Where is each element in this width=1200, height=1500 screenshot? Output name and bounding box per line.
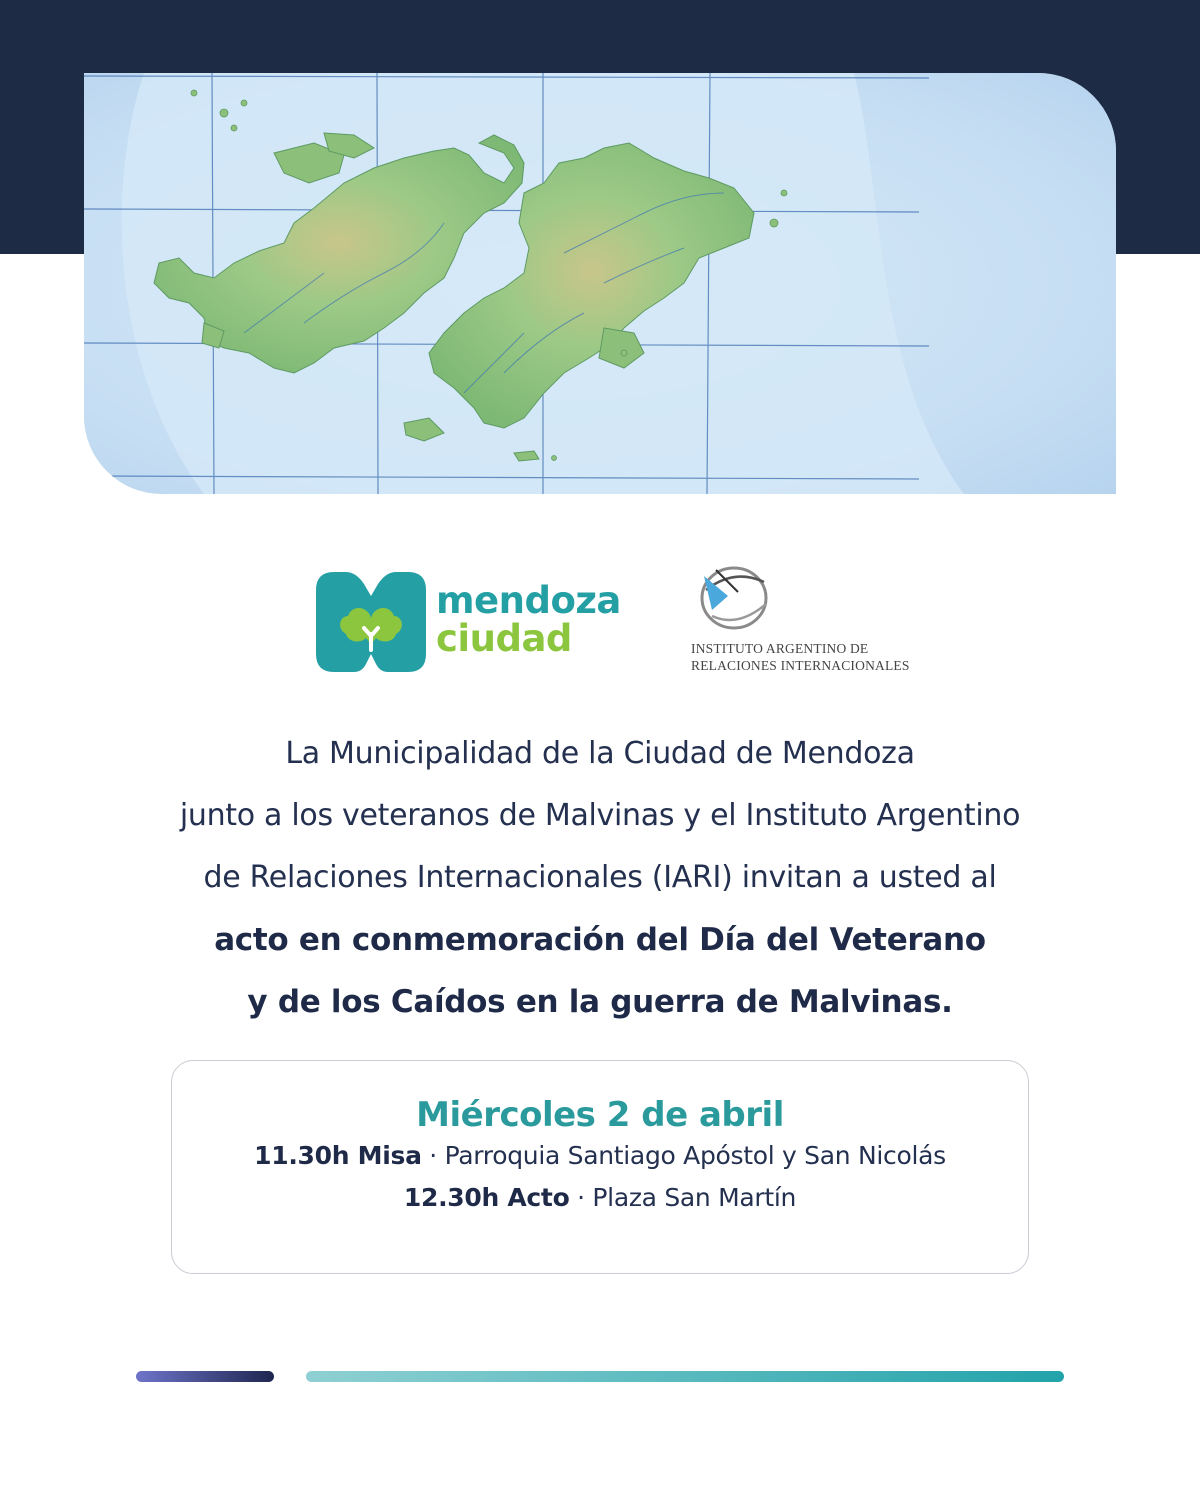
mendoza-ciudad-wordmark: [436, 579, 621, 660]
iari-line-1: INSTITUTO ARGENTINO DE: [691, 641, 869, 656]
invitation-line-3: de Relaciones Internacionales (IARI) invitan a usted al: [203, 860, 997, 895]
event-item-mass: [172, 1135, 1028, 1177]
event-item-place: · Parroquia Santiago Apóstol y San Nicolás: [421, 1141, 946, 1170]
map-illustration: [84, 73, 1116, 494]
invitation-text: [0, 723, 1200, 1033]
event-item-time: 11.30h Misa: [254, 1141, 422, 1170]
iari-wordmark: [691, 640, 910, 674]
event-item-place: · Plaza San Martín: [569, 1183, 797, 1212]
event-date: Miércoles 2 de abril: [416, 1095, 784, 1135]
invitation-line-2: junto a los veteranos de Malvinas y el Instituto Argentino: [179, 798, 1021, 833]
event-item-act: [172, 1177, 1028, 1219]
decorative-bar-left: [136, 1371, 274, 1382]
wordmark-line-ciudad: ciudad: [436, 617, 572, 660]
event-item-time: 12.30h Acto: [403, 1183, 570, 1212]
iari-line-2: RELACIONES INTERNACIONALES: [691, 658, 910, 673]
invitation-line-1: La Municipalidad de la Ciudad de Mendoza: [285, 736, 915, 771]
invitation-bold-line-1: acto en conmemoración del Día del Veterano: [214, 922, 986, 958]
event-details-box: [171, 1060, 1029, 1274]
malvinas-map: [84, 73, 1116, 494]
invitation-bold-line-2: y de los Caídos en la guerra de Malvinas.: [247, 984, 953, 1020]
globe-orbit-icon: [694, 562, 774, 634]
decorative-bar-right: [306, 1371, 1064, 1382]
m-heart-tree-icon: [316, 572, 426, 672]
wordmark-line-mendoza: mendoza: [436, 579, 621, 622]
logo-row: [0, 560, 1200, 680]
